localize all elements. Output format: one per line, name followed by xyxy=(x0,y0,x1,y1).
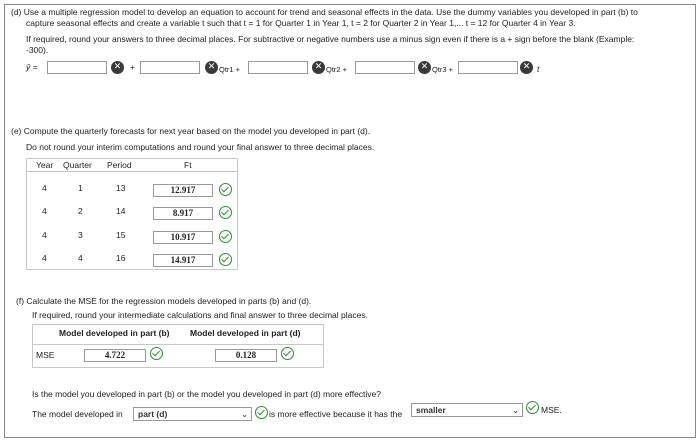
mse-row-label: MSE xyxy=(36,350,55,360)
part-d-instructions-line4: -300). xyxy=(26,45,49,55)
comparison-select-value: smaller xyxy=(416,405,446,415)
answer-suffix: MSE. xyxy=(541,405,562,415)
correct-check-icon xyxy=(281,347,294,360)
model-select[interactable] xyxy=(133,407,252,421)
cell-quarter: 2 xyxy=(78,206,83,216)
header-year: Year xyxy=(36,160,54,170)
yhat-label: ŷ = xyxy=(26,62,38,72)
header-model-b: Model developed in part (b) xyxy=(59,328,170,338)
cell-period: 14 xyxy=(116,206,126,216)
cell-quarter: 4 xyxy=(78,253,83,263)
chevron-down-icon: ⌄ xyxy=(241,410,248,419)
header-quarter: Quarter xyxy=(63,160,92,170)
qtr1-coef-input[interactable] xyxy=(140,61,200,74)
effectiveness-question: Is the model you developed in part (b) or the model you developed in part (d) more effective? xyxy=(32,389,382,399)
part-e-instructions-line2: Do not round your interim computations and round your final answer to three decimal places. xyxy=(26,142,375,152)
answer-middle: is more effective because it has the xyxy=(269,409,403,419)
qtr3-coef-input[interactable] xyxy=(355,61,415,74)
incorrect-icon: ✕ xyxy=(111,61,124,74)
correct-check-icon xyxy=(150,347,163,360)
correct-check-icon xyxy=(219,183,232,196)
part-e-instructions-line1: (e) Compute the quarterly forecasts for next year based on the model you developed in part (d). xyxy=(11,126,371,136)
part-f-instructions-line2: If required, round your intermediate calculations and final answer to three decimal places. xyxy=(32,310,368,320)
cell-year: 4 xyxy=(42,253,47,263)
forecast-input[interactable]: 8.917 xyxy=(153,207,213,220)
cell-period: 16 xyxy=(116,253,126,263)
part-d-instructions-line2: capture seasonal effects and create a variable t such that t = 1 for Quarter 1 in Year 1, t = 2 for Quarter 2 in Year 1,... t = 12 for Quarter 4 in Year 3. xyxy=(26,18,576,28)
incorrect-icon: ✕ xyxy=(520,61,533,74)
qtr2-coef-input[interactable] xyxy=(248,61,308,74)
part-d-instructions-line3: If required, round your answers to three decimal places. For subtractive or negative numbers use a minus sign even if there is a + sign before the blank (Example: xyxy=(26,34,635,44)
correct-check-icon xyxy=(219,230,232,243)
header-model-d: Model developed in part (d) xyxy=(190,328,301,338)
qtr1-label: Qtr1 + xyxy=(219,65,241,74)
incorrect-icon: ✕ xyxy=(312,61,325,74)
incorrect-icon: ✕ xyxy=(205,61,218,74)
forecast-input[interactable]: 10.917 xyxy=(153,231,213,244)
qtr3-label: Qtr3 + xyxy=(432,65,454,74)
forecast-input[interactable]: 14.917 xyxy=(153,254,213,267)
comparison-select[interactable] xyxy=(411,403,523,417)
t-label: t xyxy=(537,64,540,74)
intercept-input[interactable] xyxy=(47,61,107,74)
table-divider xyxy=(32,344,324,345)
table-divider xyxy=(26,171,238,172)
mse-b-input[interactable]: 4.722 xyxy=(84,349,146,362)
mse-d-input[interactable]: 0.128 xyxy=(215,349,277,362)
cell-quarter: 3 xyxy=(78,230,83,240)
cell-quarter: 1 xyxy=(78,183,83,193)
correct-check-icon xyxy=(255,406,268,419)
cell-year: 4 xyxy=(42,230,47,240)
model-select-value: part (d) xyxy=(138,409,168,419)
chevron-down-icon: ⌄ xyxy=(512,406,519,415)
cell-year: 4 xyxy=(42,206,47,216)
cell-year: 4 xyxy=(42,183,47,193)
correct-check-icon xyxy=(526,401,539,414)
plus-sign: + xyxy=(130,62,135,72)
t-coef-input[interactable] xyxy=(458,61,518,74)
incorrect-icon: ✕ xyxy=(418,61,431,74)
header-period: Period xyxy=(107,160,132,170)
qtr2-label: Qtr2 + xyxy=(326,65,348,74)
cell-period: 13 xyxy=(116,183,126,193)
correct-check-icon xyxy=(219,253,232,266)
header-ft: Ft xyxy=(184,160,192,170)
cell-period: 15 xyxy=(116,230,126,240)
part-f-instructions-line1: (f) Calculate the MSE for the regression models developed in parts (b) and (d). xyxy=(16,296,312,306)
answer-prefix: The model developed in xyxy=(32,409,123,419)
part-d-instructions-line1: (d) Use a multiple regression model to develop an equation to account for trend and seasonal effects in the data. Use the dummy variables you developed in part (b) to xyxy=(11,7,638,17)
forecast-input[interactable]: 12.917 xyxy=(153,184,213,197)
correct-check-icon xyxy=(219,206,232,219)
